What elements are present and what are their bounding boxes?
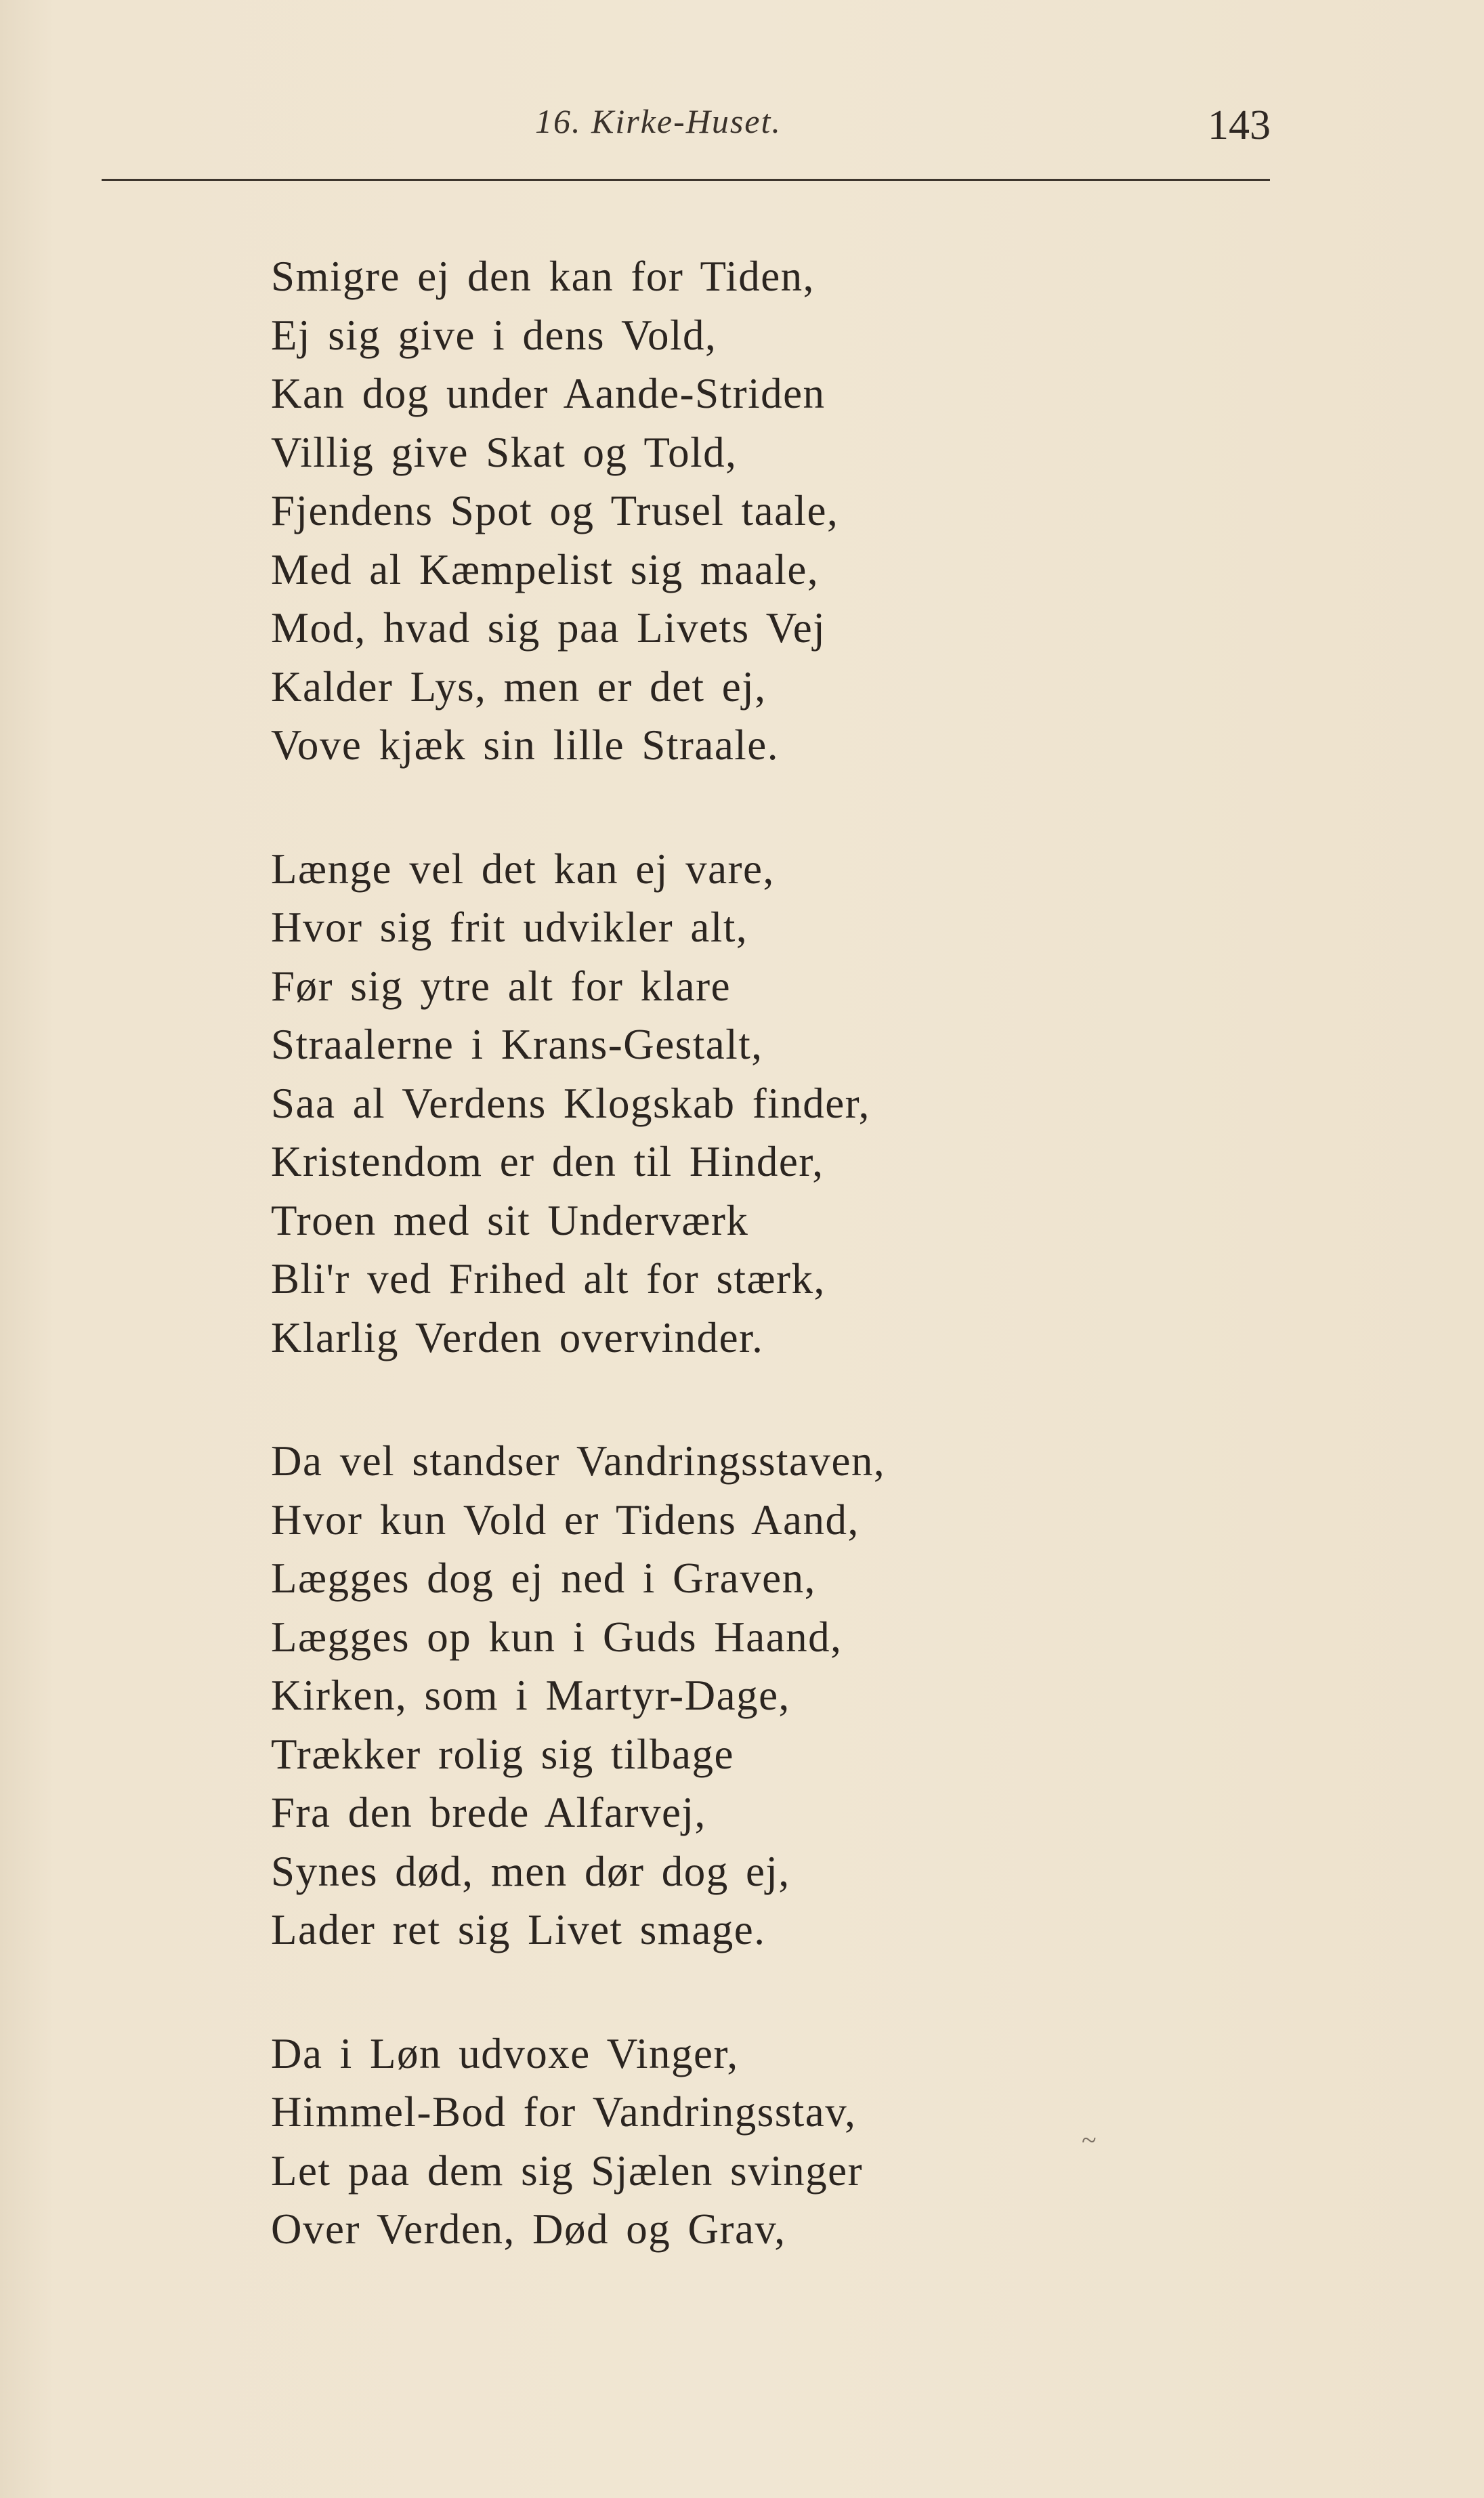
running-header-title: 16. Kirke-Huset. bbox=[535, 102, 782, 140]
poem-line: Straalerne i Krans-Gestalt, bbox=[271, 1021, 763, 1068]
poem-body bbox=[271, 247, 1355, 2324]
poem-line: Lader ret sig Livet smage. bbox=[271, 1906, 766, 1953]
poem-line: Saa al Verdens Klogskab finder, bbox=[271, 1079, 870, 1127]
poem-line: Over Verden, Død og Grav, bbox=[271, 2205, 786, 2253]
poem-line: Troen med sit Underværk bbox=[271, 1196, 749, 1244]
stanza-4 bbox=[271, 2025, 1355, 2259]
poem-line: Klarlig Verden overvinder. bbox=[271, 1313, 764, 1361]
poem-line: Hvor sig frit udvikler alt, bbox=[271, 904, 748, 951]
poem-line: Med al Kæmpelist sig maale, bbox=[271, 545, 820, 593]
stanza-1 bbox=[271, 247, 1355, 775]
poem-line: Trækker rolig sig tilbage bbox=[271, 1730, 734, 1778]
poem-line: Da vel standser Vandringsstaven, bbox=[271, 1437, 886, 1485]
poem-line: Himmel-Bod for Vandringsstav, bbox=[271, 2088, 857, 2136]
poem-line: Kristendom er den til Hinder, bbox=[271, 1138, 824, 1185]
poem-line: Vove kjæk sin lille Straale. bbox=[271, 721, 780, 769]
poem-line: Ej sig give i dens Vold, bbox=[271, 311, 717, 359]
poem-line: Da i Løn udvoxe Vinger, bbox=[271, 2029, 739, 2077]
poem-line: Mod, hvad sig paa Livets Vej bbox=[271, 604, 826, 652]
margin-mark: ~ bbox=[1082, 2125, 1097, 2155]
poem-line: Før sig ytre alt for klare bbox=[271, 962, 732, 1010]
poem-line: Fjendens Spot og Trusel taale, bbox=[271, 487, 839, 534]
poem-line: Smigre ej den kan for Tiden, bbox=[271, 253, 815, 300]
poem-line: Kalder Lys, men er det ej, bbox=[271, 662, 767, 711]
stanza-3 bbox=[271, 1432, 1355, 1960]
poem-line: Synes død, men dør dog ej, bbox=[271, 1847, 790, 1895]
poem-line: Bli'r ved Frihed alt for stærk, bbox=[271, 1255, 826, 1303]
stanza-2 bbox=[271, 840, 1355, 1368]
poem-line: Lægges dog ej ned i Graven, bbox=[271, 1554, 816, 1602]
poem-line: Villig give Skat og Told, bbox=[271, 428, 738, 476]
poem-line: Kan dog under Aande-Striden bbox=[271, 370, 826, 417]
poem-line: Hvor kun Vold er Tidens Aand, bbox=[271, 1496, 860, 1544]
poem-line: Fra den brede Alfarvej, bbox=[271, 1789, 706, 1836]
page-number: 143 bbox=[1208, 102, 1271, 148]
poem-line: Kirken, som i Martyr-Dage, bbox=[271, 1672, 790, 1719]
poem-line: Længe vel det kan ej vare, bbox=[271, 845, 775, 893]
poem-line: Let paa dem sig Sjælen svinger bbox=[271, 2146, 864, 2195]
header-rule bbox=[102, 179, 1270, 181]
poem-line: Lægges op kun i Guds Haand, bbox=[271, 1613, 843, 1661]
